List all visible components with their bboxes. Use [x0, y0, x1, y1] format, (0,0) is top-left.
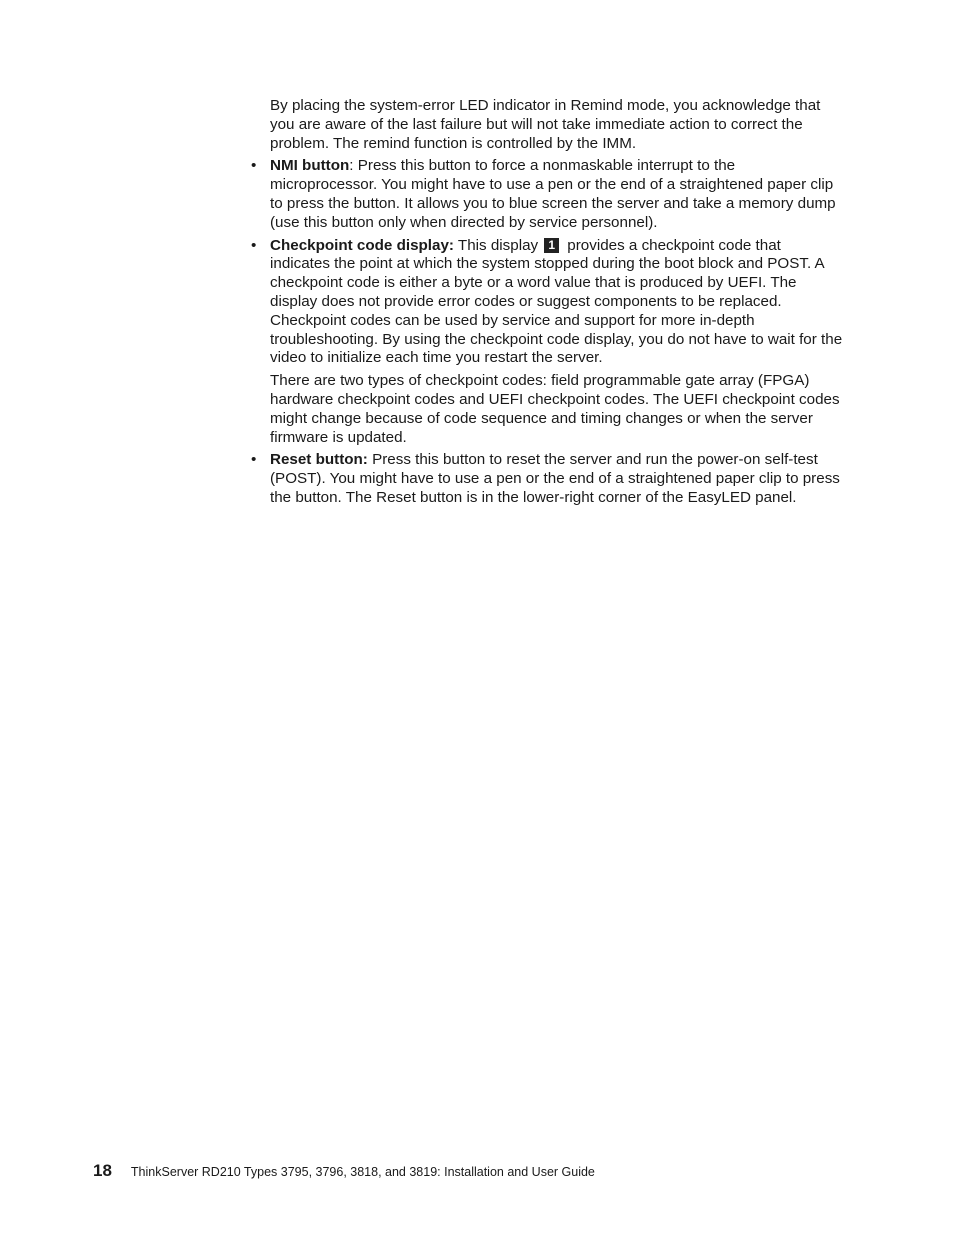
document-body	[250, 97, 845, 512]
reset-button-description: Press this button to reset the server and run the power-on self-test (POST). You might have to use a pen or the end of a straightened paper clip to press the button. The Reset button is in the lower-right corner of the EasyLED panel.	[270, 451, 840, 506]
checkpoint-term: Checkpoint code display:	[270, 236, 454, 254]
checkpoint-paragraph	[270, 237, 845, 369]
list-item-nmi-button	[250, 157, 845, 232]
checkpoint-types-paragraph: There are two types of checkpoint codes: field programmable gate array (FPGA) hardware checkpoint codes and UEFI checkpoint codes. The UEFI checkpoint codes might change because of code sequence and timing changes or when the server firmware is updated.	[270, 372, 840, 446]
list-item-checkpoint-code-display	[250, 237, 845, 448]
page-footer	[93, 1161, 595, 1181]
bullet-icon: •	[251, 157, 257, 175]
nmi-button-separator: :	[349, 157, 354, 175]
intro-paragraph: By placing the system-error LED indicator in Remind mode, you acknowledge that you are aware of the last failure but will not take immediate action to correct the problem. The remind function is controlled by the IMM.	[270, 97, 821, 152]
bullet-icon: •	[251, 236, 257, 254]
reset-button-term: Reset button:	[270, 451, 368, 469]
list-item-reset-button	[250, 451, 845, 507]
bullet-icon: •	[251, 451, 257, 469]
callout-badge-1: 1	[544, 238, 559, 253]
nmi-button-term: NMI button	[270, 157, 350, 175]
nmi-button-paragraph	[270, 157, 845, 232]
footer-title: ThinkServer RD210 Types 3795, 3796, 3818, and 3819: Installation and User Guide	[130, 1165, 595, 1179]
reset-button-paragraph	[270, 451, 845, 507]
checkpoint-text-after-callout: provides a checkpoint code that indicates the point at which the system stopped during the boot block and POST. A checkpoint code is either a byte or a word value that is produced by UEFI. The display does not provide error codes or suggest components to be replaced. Checkpoint codes can be used by service and support for more in-depth troubleshooting. By using the checkpoint code display, you do not have to wait for the video to initialize each time you restart the server.	[270, 236, 843, 367]
checkpoint-text-before-callout: This display	[453, 236, 539, 254]
nmi-button-description: Press this button to force a nonmaskable interrupt to the microprocessor. You might have to use a pen or the end of a straightened paper clip to press the button. It allows you to blue screen the server and take a memory dump (use this button only when directed by service personnel).	[270, 157, 836, 231]
page-number: 18	[93, 1161, 112, 1180]
